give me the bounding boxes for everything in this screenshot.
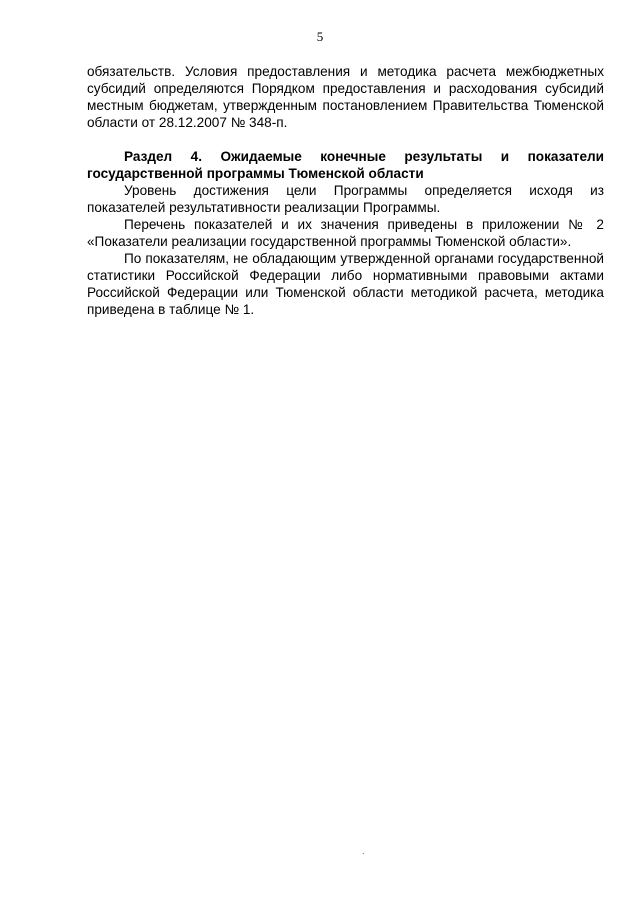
footer-mark: . <box>362 846 365 856</box>
paragraph-methodology: По показателям, не обладающим утвержденной органами государственной статистики Российской Федерации либо нормативными правовыми актами Российской Федерации или Тюменской области методикой расчета, методика приведена в таблице № 1. <box>87 251 604 317</box>
paragraph-indicator-list: Перечень показателей и их значения приведены в приложении № 2 «Показатели реализации государственной программы Тюменской области». <box>87 217 604 249</box>
section-heading: Раздел 4. Ожидаемые конечные результаты и показатели государственной программы Тюменской области <box>87 149 604 181</box>
paragraph-subsidies: обязательств. Условия предоставления и методика расчета межбюджетных субсидий определяются Порядком предоставления и расходования субсидий местным бюджетам, утвержденным постановлением Правительства Тюменской области от 28.12.2007 № 348-п. <box>87 64 604 130</box>
page-number: 5 <box>316 29 324 44</box>
paragraph-goal-level: Уровень достижения цели Программы определяется исходя из показателей результативности реализации Программы. <box>87 183 604 215</box>
document-body <box>87 63 604 318</box>
